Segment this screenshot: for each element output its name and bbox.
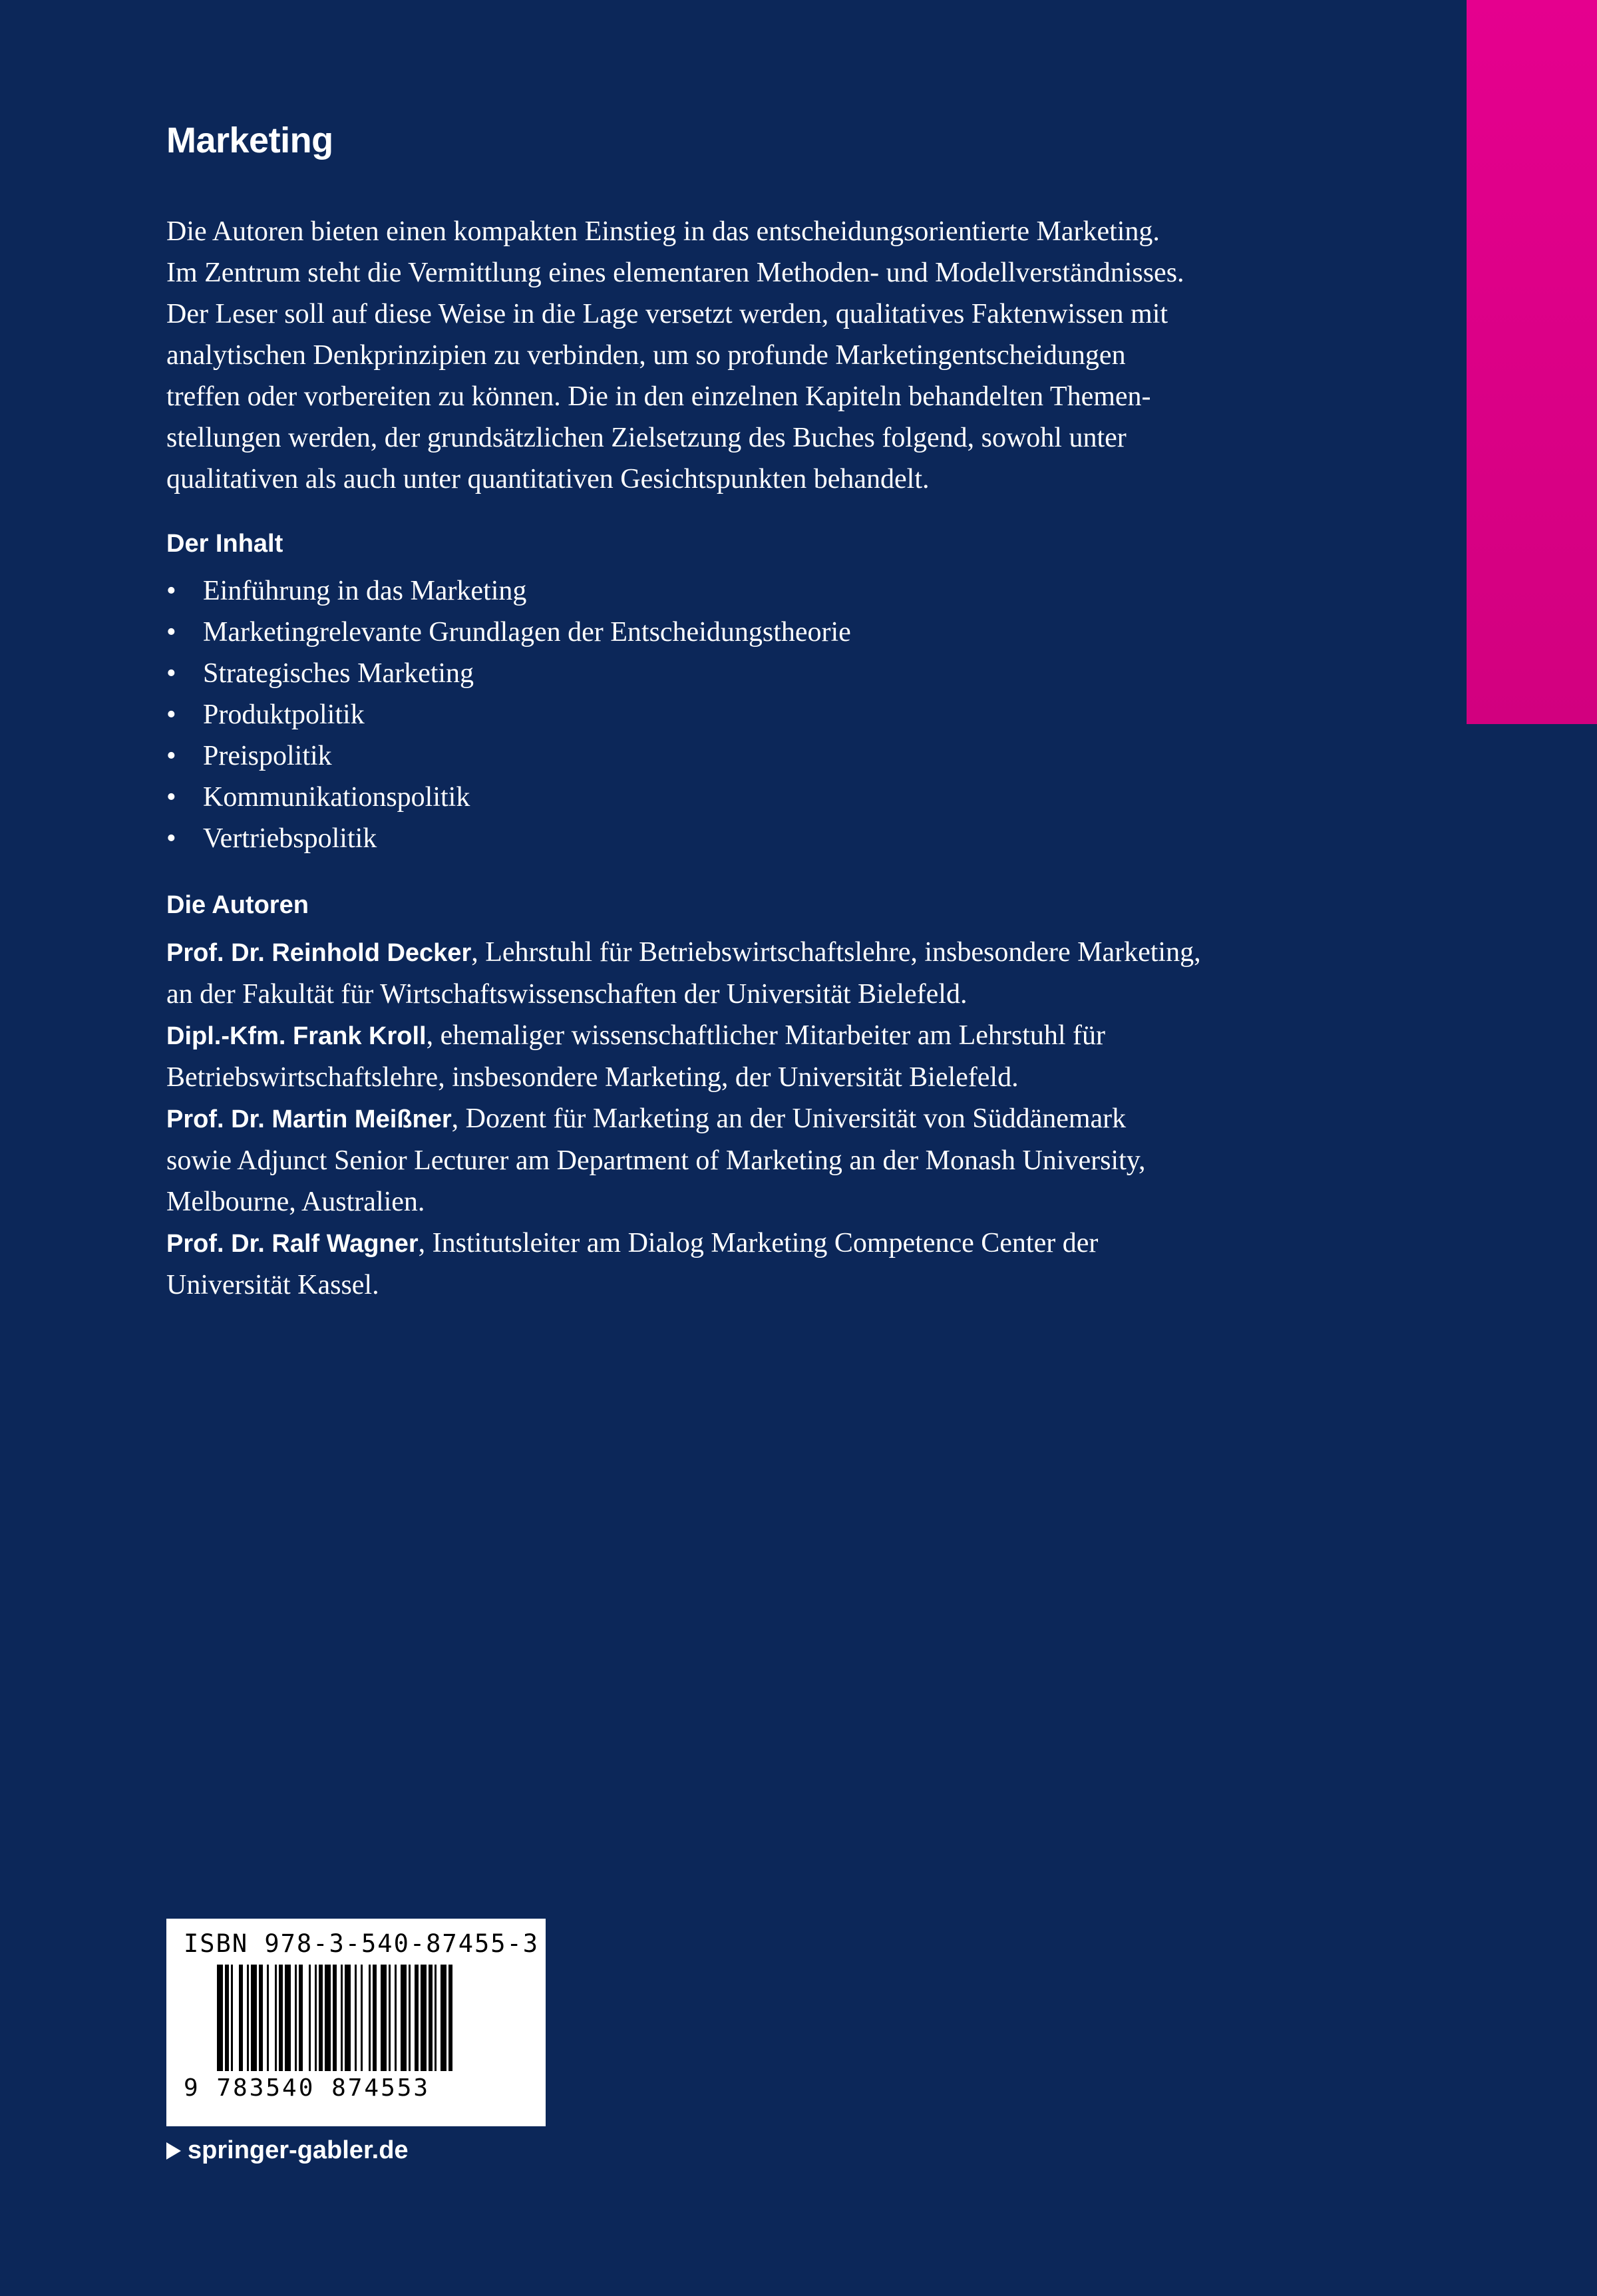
author-bio: , ehemaliger wissenschaftlicher Mitarbeiter am Lehrstuhl für — [426, 1020, 1106, 1051]
barcode-bar — [299, 1965, 303, 2071]
list-item-text: Produktpolitik — [203, 699, 365, 730]
intro-line: analytischen Denkprinzipien zu verbinden, um so profunde Marketingentscheidungen — [166, 340, 1126, 371]
list-item — [166, 818, 1337, 859]
barcode-bar — [401, 1965, 407, 2071]
list-item — [166, 694, 1337, 735]
barcode-bar — [239, 1965, 243, 2071]
barcode-bar — [325, 1965, 331, 2071]
authors-list — [166, 932, 1337, 1306]
list-item-text: Vertriebspolitik — [203, 823, 377, 854]
barcode-bar — [309, 1965, 311, 2071]
intro-line: qualitativen als auch unter quantitativen Gesichtspunkten behandelt. — [166, 464, 930, 494]
barcode-bar — [361, 1965, 363, 2071]
barcode-bar — [381, 1965, 387, 2071]
barcode-bar — [429, 1965, 433, 2071]
author-name: Prof. Dr. Martin Meißner — [166, 1105, 452, 1133]
list-item-text: Einführung in das Marketing — [203, 576, 527, 606]
barcode-bar — [333, 1965, 337, 2071]
arrow-right-icon — [166, 2142, 181, 2160]
contents-heading: Der Inhalt — [166, 530, 283, 558]
bullet-icon: • — [166, 617, 176, 648]
barcode-bar — [275, 1965, 277, 2071]
barcode-bar — [409, 1965, 411, 2071]
bullet-icon: • — [166, 699, 176, 730]
barcode-icon — [184, 1965, 528, 2071]
barcode — [184, 1965, 528, 2102]
intro-line: stellungen werden, der grundsätzlichen Zielsetzung des Buches folgend, sowohl unter — [166, 423, 1127, 453]
barcode-bar — [247, 1965, 249, 2071]
intro-line: Im Zentrum steht die Vermittlung eines elementaren Methoden- und Modellverständnisses. — [166, 258, 1184, 288]
book-title: Marketing — [166, 120, 333, 160]
intro-line: Die Autoren bieten einen kompakten Einstieg in das entscheidungsorientierte Marketing. — [166, 216, 1160, 247]
barcode-digits: 9 783540 874553 — [184, 2074, 431, 2102]
contents-list — [166, 570, 1337, 859]
barcode-bar — [217, 1965, 223, 2071]
bullet-icon: • — [166, 823, 176, 854]
website-text: springer-gabler.de — [188, 2136, 409, 2164]
list-item-text: Preispolitik — [203, 741, 332, 771]
author-bio: sowie Adjunct Senior Lecturer am Department of Marketing an der Monash University, — [166, 1145, 1146, 1176]
bullet-icon: • — [166, 576, 176, 606]
barcode-bar — [435, 1965, 437, 2071]
barcode-bar — [369, 1965, 371, 2071]
authors-heading: Die Autoren — [166, 891, 309, 919]
intro-line: Der Leser soll auf diese Weise in die Lage versetzt werden, qualitatives Faktenwissen mit — [166, 299, 1168, 329]
author-bio: , Lehrstuhl für Betriebswirtschaftslehre, insbesondere Marketing, — [471, 937, 1201, 968]
author-line — [166, 1015, 1337, 1057]
author-bio: , Dozent für Marketing an der Universität von Süddänemark — [451, 1103, 1127, 1134]
bullet-icon: • — [166, 782, 176, 813]
list-item — [166, 735, 1337, 777]
barcode-bar — [267, 1965, 269, 2071]
author-name: Prof. Dr. Ralf Wagner — [166, 1230, 419, 1258]
author-bio: Betriebswirtschaftslehre, insbesondere Marketing, der Universität Bielefeld. — [166, 1062, 1019, 1093]
author-bio: Universität Kassel. — [166, 1270, 379, 1300]
barcode-bar — [295, 1965, 297, 2071]
barcode-bar — [441, 1965, 446, 2071]
accent-bar — [1467, 0, 1597, 724]
barcode-bar — [345, 1965, 351, 2071]
barcode-bar — [448, 1965, 452, 2071]
barcode-bar — [315, 1965, 317, 2071]
list-item-text: Strategisches Marketing — [203, 658, 474, 689]
author-line — [166, 1098, 1337, 1140]
barcode-bar — [231, 1965, 233, 2071]
author-bio: an der Fakultät für Wirtschaftswissenschaften der Universität Bielefeld. — [166, 979, 968, 1010]
author-entry — [166, 1223, 1337, 1306]
barcode-bar — [285, 1965, 291, 2071]
author-entry — [166, 932, 1337, 1015]
main-content — [166, 120, 1337, 1306]
barcode-bar — [373, 1965, 377, 2071]
intro-line: treffen oder vorbereiten zu können. Die in den einzelnen Kapiteln behandelten Themen- — [166, 381, 1151, 412]
list-item-text: Marketingrelevante Grundlagen der Entscheidungstheorie — [203, 617, 851, 648]
list-item — [166, 653, 1337, 694]
list-item — [166, 777, 1337, 818]
author-line — [166, 1223, 1337, 1264]
list-item — [166, 570, 1337, 612]
barcode-bar — [421, 1965, 427, 2071]
bullet-icon: • — [166, 741, 176, 771]
author-bio: Melbourne, Australien. — [166, 1187, 425, 1217]
intro-paragraph — [166, 211, 1337, 500]
author-name: Prof. Dr. Reinhold Decker — [166, 939, 472, 967]
barcode-bar — [319, 1965, 323, 2071]
barcode-bar — [355, 1965, 357, 2071]
barcode-bar — [341, 1965, 343, 2071]
author-bio: , Institutsleiter am Dialog Marketing Competence Center der — [418, 1228, 1099, 1258]
list-item-text: Kommunikationspolitik — [203, 782, 470, 813]
isbn-label: ISBN 978-3-540-87455-3 — [184, 1929, 540, 1958]
website-link[interactable] — [166, 2136, 409, 2165]
bullet-icon: • — [166, 658, 176, 689]
author-name: Dipl.-Kfm. Frank Kroll — [166, 1022, 427, 1050]
barcode-bar — [225, 1965, 229, 2071]
isbn-barcode-box — [166, 1919, 546, 2126]
barcode-bar — [415, 1965, 419, 2071]
barcode-bar — [251, 1965, 257, 2071]
barcode-bar — [395, 1965, 397, 2071]
barcode-bar — [389, 1965, 391, 2071]
author-entry — [166, 1098, 1337, 1223]
author-entry — [166, 1015, 1337, 1098]
barcode-bar — [259, 1965, 263, 2071]
author-line — [166, 932, 1337, 974]
list-item — [166, 612, 1337, 653]
barcode-bar — [279, 1965, 283, 2071]
